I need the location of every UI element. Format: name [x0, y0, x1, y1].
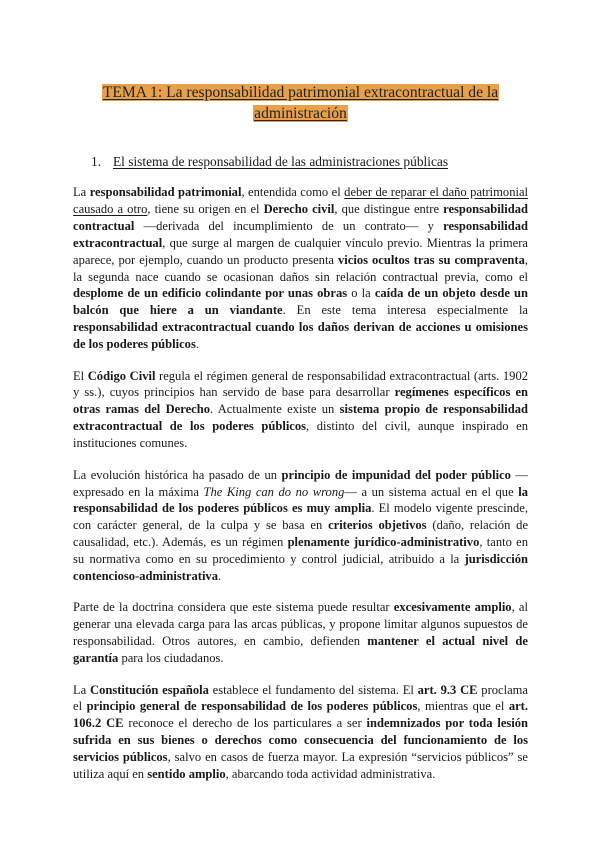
bold-text: art. 9.3 CE [417, 682, 478, 697]
underlined-text: deber de reparar el daño patrimonial causado a otro [73, 185, 529, 216]
title-highlight: TEMA 1: La responsabilidad patrimonial extracontractual de la administración [102, 84, 499, 122]
bold-text: responsabilidad contractual [73, 201, 528, 233]
text-run: —expresado en la máxima [73, 467, 529, 499]
paragraph-2 [73, 368, 528, 453]
bold-text: plenamente jurídico-administrativo [287, 535, 480, 550]
text-run: , la segunda nace cuando se ocasionan daños sin relación contractual previa, como el [73, 252, 528, 284]
bold-text: principio de impunidad del poder público [281, 467, 511, 482]
text-run: , salvo en casos de fuerza mayor. La expresión “servicios públicos” se utiliza aquí en [73, 750, 528, 782]
section-heading-text: El sistema de responsabilidad de las administraciones públicas [113, 154, 449, 169]
text-run: regula el régimen general de responsabilidad extracontractual (arts. 1902 y ss.), cuyos principios han servido de base para desarrollar [73, 368, 528, 400]
text-run: Parte de la doctrina considera que este sistema puede resultar [73, 600, 394, 615]
text-run: La [73, 185, 90, 199]
bold-text: sentido amplio [147, 767, 226, 782]
bold-text: Constitución española [90, 682, 209, 697]
bold-text: mantener el actual nivel de garantía [73, 634, 528, 666]
text-run: establece el fundamento del sistema. El [208, 682, 418, 697]
bold-text: responsabilidad extracontractual [73, 218, 528, 250]
paragraph-1 [73, 184, 528, 353]
text-run: , mientras que el [417, 699, 509, 714]
bold-text: excesivamente amplio [393, 600, 512, 615]
bold-text: vicios ocultos tras su compraventa [338, 252, 525, 267]
text-run: . En este tema interesa especialmente la [282, 303, 528, 318]
text-run: El [73, 368, 88, 383]
text-run: , tiene su origen en el [147, 201, 264, 216]
text-run: . [195, 337, 199, 352]
bold-text: Derecho civil [263, 201, 335, 216]
bold-text: desplome de un edificio colindante por unas obras [73, 286, 348, 301]
title-block [73, 82, 528, 124]
italic-text: The King can do no wrong [203, 484, 345, 499]
bold-text: principio general de responsabilidad de los poderes públicos [86, 699, 418, 714]
text-run: , que distingue entre [334, 201, 444, 216]
bold-text: sistema propio de responsabilidad extracontractual de los poderes públicos [73, 402, 529, 434]
text-run: (daño, relación de causalidad, etc.). Además, es un régimen [73, 518, 529, 550]
section-number: 1. [91, 154, 102, 169]
paragraph-5 [73, 682, 528, 783]
text-run: o la [347, 286, 375, 301]
bold-text: responsabilidad patrimonial [89, 185, 242, 199]
bold-text: indemnizados por toda lesión sufrida en sus bienes o derechos como consecuencia del funcionamiento de los servicios públicos [73, 716, 529, 765]
document-body [73, 184, 528, 798]
text-run: , que surge al margen de cualquier vínculo previo. Mientras la primera aparece, por ejemplo, cuando un producto presenta [73, 235, 528, 267]
text-run: —derivada del incumplimiento de un contrato— y [134, 218, 444, 233]
text-run: . El modelo vigente prescinde, con carácter general, de la culpa y se basa en [73, 501, 528, 533]
bold-text: responsabilidad extracontractual cuando los daños derivan de acciones u omisiones de los poderes públicos [73, 320, 528, 352]
text-run: — a un sistema actual en el que [344, 484, 519, 499]
text-run: , distinto del civil, aunque inspirado en instituciones comunes. [73, 419, 528, 451]
text-run: reconoce el derecho de los particulares a ser [123, 716, 367, 731]
bold-text: caída de un objeto desde un balcón que hiere a un viandante [73, 286, 528, 318]
text-run: La evolución histórica ha pasado de un [73, 467, 282, 482]
text-run: para los ciudadanos. [118, 651, 224, 666]
bold-text: la responsabilidad de los poderes públicos es muy amplia [73, 484, 528, 516]
paragraph-4 [73, 599, 528, 667]
bold-text: criterios objetivos [328, 518, 427, 533]
bold-text: regímenes específicos en otras ramas del Derecho [73, 385, 529, 417]
text-run: . [217, 569, 222, 584]
text-run: , entendida como el [241, 185, 345, 199]
text-run: . Actualmente existe un [209, 402, 340, 417]
bold-text: Código Civil [87, 368, 156, 383]
text-run: , abarcando toda actividad administrativa. [225, 767, 436, 782]
bold-text: art. 106.2 CE [73, 699, 529, 731]
text-run: proclama el [73, 682, 528, 714]
text-run: , al generar una elevada carga para las arcas públicas, y propone limitar algunos supuestos de responsabilidad. Otros autores, en cambio, defienden [73, 600, 528, 649]
text-run: , tanto en su normativa como en su procedimiento y control judicial, atribuido a la [73, 535, 528, 567]
paragraph-3 [73, 467, 528, 585]
page-title [73, 82, 528, 124]
bold-text: jurisdicción contencioso-administrativa [73, 552, 528, 584]
text-run: La [73, 682, 91, 697]
section-heading [91, 153, 448, 171]
